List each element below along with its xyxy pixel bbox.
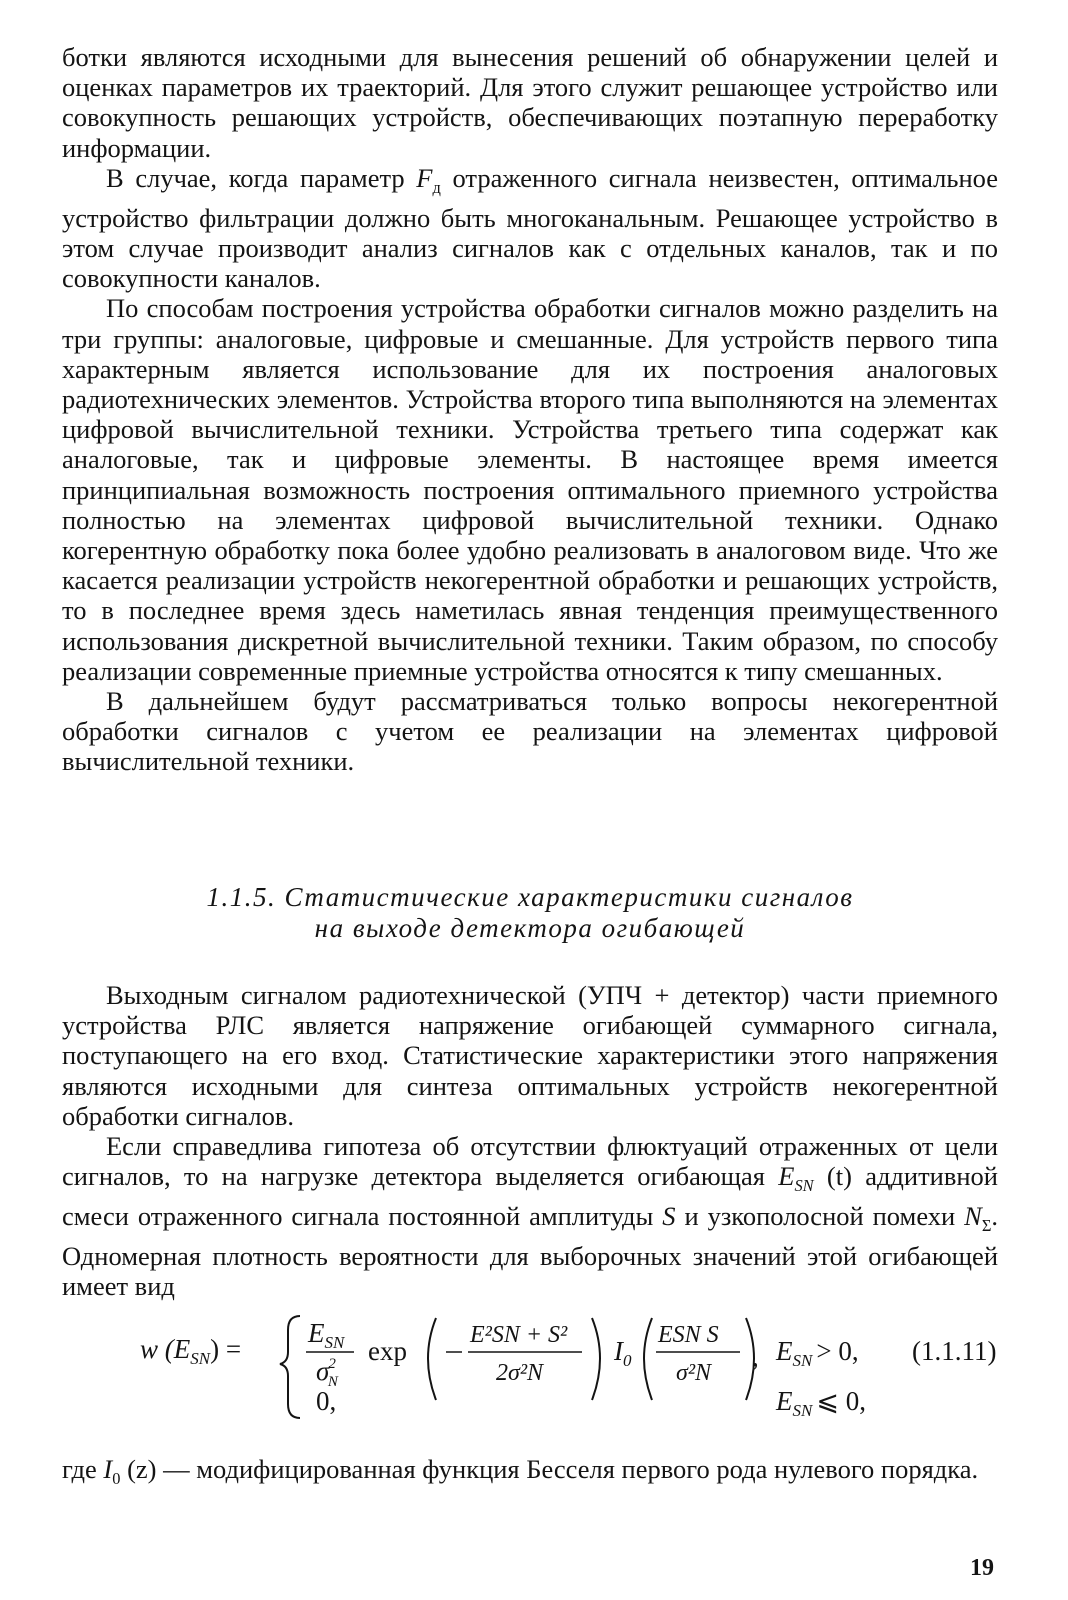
paragraph-2 xyxy=(62,163,998,294)
frac2-numerator: E²SN + S² xyxy=(470,1322,568,1348)
frac2-denominator: 2σ²N xyxy=(496,1360,544,1386)
paragraph-3: По способам построения устройства обработки сигналов можно разделить на три группы: аналоговые, цифровые и смешанные. Для устройств первого типа характерным является использование для их построения аналоговых радиотехнических элементов. Устройства второго типа выполняются на элементах цифровой вычислительной техники. Устройства третьего типа содержат как аналоговые, так и цифровые элементы. В настоящее время имеется принципиальная возможность построения оптимального приемного устройства полностью на элементах цифровой вычислительной техники. Однако когерентную обработку пока более удобно реализовать в аналоговом виде. Что же касается реализации устройств некогерентной обработки и решающих устройств, то в последнее время здесь наметилась явная тенденция преимущественного использования дискретной вычислительной техники. Таким образом, по способу реализации современные приемные устройства относятся к типу смешанных. xyxy=(62,293,998,686)
condition-1 xyxy=(775,1336,859,1370)
frac1-denominator xyxy=(316,1356,339,1390)
frac3-numerator: ESN S xyxy=(658,1322,719,1348)
exp-label: exp xyxy=(368,1336,407,1366)
frac1-num-E: E xyxy=(308,1318,325,1348)
paragraph-6-part-3: и узкополосной помехи xyxy=(675,1201,965,1232)
paragraph-7-before: где xyxy=(62,1454,104,1484)
paragraph-2-before: В случае, когда параметр xyxy=(106,162,417,193)
formula-lhs-main: w (E xyxy=(140,1334,191,1364)
paragraph-1: ботки являются исходными для вынесения решений об обнаружении целей и оценках параметров их траекторий. Для этого служит решающее устройство или совокупность решающих устройств, обеспечивающих поэтапную переработку информации. xyxy=(62,42,998,163)
paragraph-4: В дальнейшем будут рассматриваться только вопросы некогерентной обработки сигналов с учетом ее реализации на элементах цифровой вычислительной техники. xyxy=(62,686,998,777)
cond1-relation: > 0, xyxy=(816,1336,859,1366)
equation-1-1-11 xyxy=(140,1308,1010,1428)
cond2-E: E xyxy=(776,1386,793,1416)
symbol-E: E xyxy=(778,1161,795,1192)
exp-paren-left xyxy=(428,1318,436,1400)
formula-lhs xyxy=(140,1334,241,1368)
exp-paren-right xyxy=(592,1318,600,1400)
cond2-relation: ⩽ 0, xyxy=(816,1386,866,1416)
symbol-N: N xyxy=(964,1201,982,1232)
symbol-S: S xyxy=(662,1201,676,1232)
symbol-I: I xyxy=(103,1454,113,1484)
frac1-num-sub: SN xyxy=(324,1333,345,1352)
frac1-den-sigma: σ xyxy=(316,1356,330,1386)
symbol-F-subscript: д xyxy=(432,177,441,197)
paragraph-7 xyxy=(62,1454,998,1494)
cond1-sub: SN xyxy=(792,1351,813,1370)
symbol-E-subscript: SN xyxy=(794,1175,814,1195)
symbol-N-subscript: Σ xyxy=(981,1215,992,1235)
section-heading xyxy=(62,882,998,944)
frac1-numerator xyxy=(307,1318,346,1352)
left-brace xyxy=(280,1316,300,1418)
section-heading-line-1: 1.1.5. Статистические характеристики сигналов xyxy=(206,882,854,912)
cond1-E: E xyxy=(776,1336,793,1366)
paragraph-6-part-4: . Одномерная плотность вероятности для выборочных значений этой огибающей имеет вид xyxy=(62,1201,998,1302)
equation-svg xyxy=(140,1308,1010,1428)
symbol-I-subscript: 0 xyxy=(112,1468,121,1488)
frac1-den-sup: 2 xyxy=(328,1356,336,1372)
cond2-sub: SN xyxy=(792,1401,813,1420)
paragraph-7-after: (z) — модифицированная функция Бесселя первого рода нулевого порядка. xyxy=(120,1454,979,1484)
case-2-value: 0, xyxy=(316,1386,337,1416)
formula-lhs-sub: SN xyxy=(190,1349,211,1368)
symbol-F: F xyxy=(416,162,433,193)
paragraph-6-part-1: Если справедлива гипотеза об отсутствии флюктуаций отраженных от цели сигналов, то на нагрузке детектора выделяется огибающая xyxy=(62,1131,998,1192)
bessel-I: I xyxy=(614,1336,623,1366)
bessel-paren-left xyxy=(644,1318,652,1400)
paragraph-2-after: отраженного сигнала неизвестен, оптимальное устройство фильтрации должно быть многоканальным. Решающее устройство в этом случае производит анализ сигналов как с отдельных каналов, так и по совокупности каналов. xyxy=(62,162,998,294)
equation-number: (1.1.11) xyxy=(912,1336,997,1366)
paragraph-6 xyxy=(62,1131,998,1302)
page-number: 19 xyxy=(970,1555,994,1581)
paragraph-5: Выходным сигналом радиотехнической (УПЧ + детектор) части приемного устройства РЛС является напряжение огибающей суммарного сигнала, поступающего на его вход. Статистические характеристики этого напряжения являются исходными для синтеза оптимальных устройств некогерентной обработки сигналов. xyxy=(62,980,998,1131)
body-text-top xyxy=(62,42,998,777)
bessel-sub: 0 xyxy=(623,1351,632,1370)
frac1-den-sub: N xyxy=(327,1374,338,1390)
condition-2 xyxy=(775,1386,866,1420)
bessel-function xyxy=(613,1336,632,1370)
paragraph-6-part-2: (t) аддитивной смеси отраженного сигнала постоянной амплитуды xyxy=(62,1161,998,1232)
frac3-denominator: σ²N xyxy=(676,1360,712,1386)
body-text-end xyxy=(62,1454,998,1494)
comma-1: , xyxy=(752,1342,759,1372)
section-heading-line-2: на выходе детектора огибающей xyxy=(314,913,746,943)
body-text-bottom xyxy=(62,980,998,1302)
formula-lhs-end: ) = xyxy=(210,1334,242,1364)
